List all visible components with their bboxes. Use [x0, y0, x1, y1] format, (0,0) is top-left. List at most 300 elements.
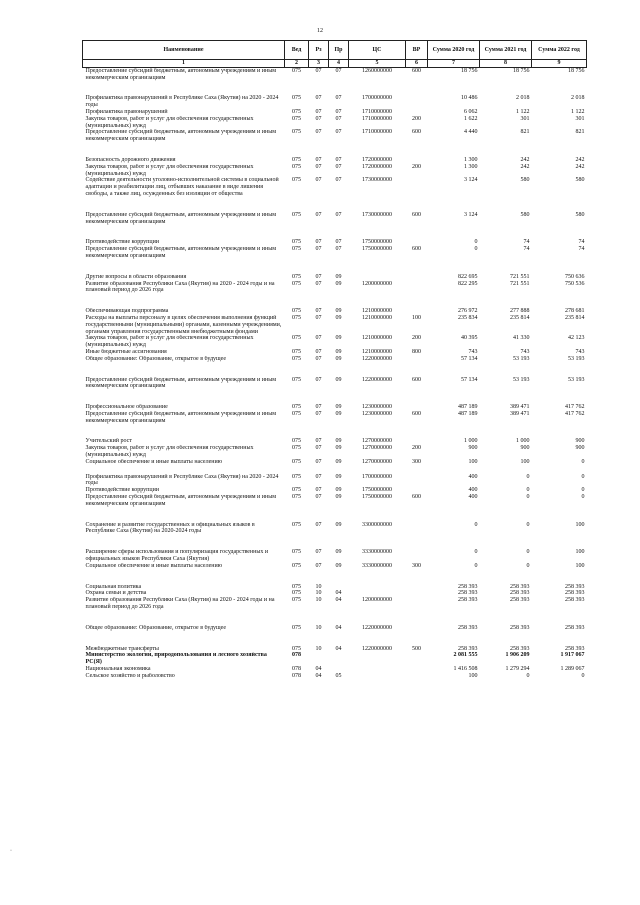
row-sum-2021: 74	[523, 239, 530, 246]
row-pr: 07	[335, 239, 342, 246]
row-pr: 09	[335, 487, 342, 494]
row-rz: 07	[315, 273, 322, 280]
row-sum-2022: 0	[581, 473, 585, 480]
row-pr	[329, 666, 349, 673]
row-sum-2022: 258 393	[565, 590, 585, 597]
header-cell: Сумма 2021 год	[480, 41, 532, 60]
spacer-cell	[83, 143, 587, 157]
row-cs	[349, 274, 406, 281]
row-sum-2022: 301	[575, 115, 585, 122]
row-rz: 07	[315, 487, 322, 494]
row-ved: 075	[292, 273, 301, 280]
row-rz: 07	[315, 410, 322, 417]
row-cs: 1730000000	[362, 177, 392, 184]
row-cs: 1200000000	[362, 280, 392, 287]
row-sum-2021: 74	[523, 246, 530, 253]
row-sum-2022: 53 193	[568, 355, 585, 362]
row-name: Профилактика правонарушений в Республике Саха (Якутия) на 2020 - 2024 годы	[85, 473, 279, 487]
row-vr	[406, 673, 428, 680]
row-name: Межбюджетные трансферты	[85, 645, 159, 652]
row-pr: 07	[335, 108, 342, 115]
row-ved: 075	[292, 624, 301, 631]
row-sum-2021: 301	[520, 115, 530, 122]
row-pr: 04	[335, 645, 342, 652]
row-sum-2022: 1 289 067	[560, 666, 585, 673]
row-sum-2021: 41 330	[513, 335, 530, 342]
spacer-row	[83, 632, 587, 646]
row-cs	[349, 666, 406, 673]
row-rz: 07	[315, 156, 322, 163]
row-sum-2020: 18 756	[461, 67, 478, 74]
row-sum-2021: 1 000	[516, 438, 530, 445]
row-ved: 075	[292, 562, 301, 569]
row-ved: 075	[292, 549, 301, 556]
row-vr: 200	[412, 115, 421, 122]
row-ved: 075	[292, 95, 301, 102]
row-rz: 07	[315, 95, 322, 102]
row-pr: 04	[335, 624, 342, 631]
spacer-row	[83, 466, 587, 474]
row-sum-2022: 750 536	[565, 280, 585, 287]
row-sum-2022: 258 393	[565, 583, 585, 590]
row-rz: 10	[315, 590, 322, 597]
row-vr	[406, 625, 428, 632]
row-cs: 1210000000	[362, 348, 392, 355]
table-row	[83, 377, 587, 391]
row-sum-2021: 242	[520, 163, 530, 170]
spacer-row	[83, 535, 587, 549]
row-rz: 07	[315, 129, 322, 136]
row-sum-2021: 242	[520, 156, 530, 163]
row-name: Развитие образования Республики Саха (Якутия) на 2020 - 2024 годы и на плановый период до 2026 года	[85, 597, 275, 611]
row-pr	[329, 584, 349, 591]
row-name: Национальная экономика	[85, 666, 151, 673]
table-row	[83, 95, 587, 109]
table-row	[83, 584, 587, 591]
row-ved: 075	[292, 239, 301, 246]
row-name: Содействие деятельности уголовно-исполнительной системы в социальной адаптации и реабилитации лиц, отбывших наказание в виде лишения свободы, а также лиц, осужденных без изоляции от общества	[85, 177, 279, 197]
column-number: 9	[532, 60, 587, 68]
row-rz: 07	[315, 355, 322, 362]
row-ved: 075	[292, 156, 301, 163]
table-row	[83, 563, 587, 570]
row-ved: 075	[292, 458, 301, 465]
table-row	[83, 212, 587, 226]
row-vr	[406, 95, 428, 109]
row-sum-2020: 258 393	[458, 645, 478, 652]
row-sum-2020: 276 972	[458, 308, 478, 315]
row-cs: 1750000000	[362, 494, 392, 501]
row-name: Закупка товаров, работ и услуг для обеспечения государственных (муниципальных) нужд	[85, 163, 254, 177]
row-vr: 600	[412, 67, 421, 74]
row-sum-2021: 0	[526, 562, 530, 569]
row-name: Предоставление субсидий бюджетным, автономным учреждениям и иным некоммерческим организациям	[85, 129, 277, 143]
column-number: 6	[406, 60, 428, 68]
row-sum-2022: 258 393	[565, 645, 585, 652]
row-name: Предоставление субсидий бюджетным, автономным учреждениям и иным некоммерческим организациям	[85, 494, 277, 507]
row-sum-2021: 258 393	[510, 583, 530, 590]
spacer-row	[83, 611, 587, 625]
row-vr: 100	[412, 314, 421, 321]
table-row	[83, 315, 587, 335]
row-rz: 07	[315, 473, 322, 480]
row-name: Закупка товаров, работ и услуг для обеспечения государственных (муниципальных) нужд	[85, 115, 254, 129]
row-rz: 07	[315, 521, 322, 528]
row-sum-2021: 1 906 209	[505, 652, 530, 659]
row-ved: 075	[292, 376, 301, 383]
row-name: Сохранение и развитие государственных и официальных языков в Республике Саха (Якутия) на 2020-2024 годы	[85, 521, 255, 535]
spacer-cell	[83, 225, 587, 239]
row-pr: 09	[335, 410, 342, 417]
row-vr	[406, 274, 428, 281]
row-vr	[406, 281, 428, 295]
row-ved: 075	[292, 348, 301, 355]
row-ved: 075	[292, 108, 301, 115]
table-row	[83, 335, 587, 349]
row-cs: 1200000000	[362, 597, 392, 604]
column-number: 7	[428, 60, 480, 68]
row-sum-2022: 1 122	[571, 108, 585, 115]
row-pr: 07	[335, 177, 342, 184]
row-vr	[406, 474, 428, 488]
row-sum-2020: 400	[468, 494, 478, 501]
row-sum-2020: 1 300	[464, 163, 478, 170]
row-sum-2022: 0	[581, 494, 585, 501]
row-pr: 09	[335, 355, 342, 362]
row-sum-2021: 100	[520, 458, 530, 465]
row-rz: 04	[315, 666, 322, 673]
table-row	[83, 157, 587, 164]
row-sum-2022: 53 193	[568, 376, 585, 383]
row-pr: 09	[335, 549, 342, 556]
header-cell: Вед	[285, 41, 309, 60]
row-cs: 1750000000	[362, 487, 392, 494]
table-row	[83, 549, 587, 563]
row-sum-2021: 389 471	[510, 404, 530, 411]
row-vr	[406, 308, 428, 315]
row-sum-2020: 822 295	[458, 280, 478, 287]
row-pr: 07	[335, 246, 342, 253]
row-sum-2022: 417 762	[565, 410, 585, 417]
spacer-cell	[83, 81, 587, 95]
row-name: Противодействие коррупции	[85, 487, 159, 494]
row-vr	[406, 239, 428, 246]
row-sum-2020: 235 834	[458, 314, 478, 321]
row-cs: 1710000000	[362, 129, 392, 136]
row-sum-2021: 1 279 294	[505, 666, 530, 673]
spacer-cell	[83, 611, 587, 625]
row-name: Охрана семьи и детства	[85, 590, 147, 597]
row-sum-2021: 580	[520, 211, 530, 218]
row-vr	[406, 522, 428, 536]
spacer-cell	[83, 632, 587, 646]
row-sum-2022: 0	[581, 672, 585, 679]
row-vr	[406, 597, 428, 611]
row-name: Профессиональное образование	[85, 404, 168, 411]
row-name: Социальная политика	[85, 583, 142, 590]
spacer-cell	[83, 570, 587, 584]
spacer-row	[83, 390, 587, 404]
row-ved: 075	[292, 308, 301, 315]
row-sum-2021: 743	[520, 348, 530, 355]
row-sum-2020: 1 000	[464, 438, 478, 445]
row-pr: 09	[335, 438, 342, 445]
row-sum-2020: 0	[474, 562, 478, 569]
spacer-row	[83, 198, 587, 212]
spacer-row	[83, 363, 587, 377]
row-sum-2022: 242	[575, 163, 585, 170]
row-sum-2020: 1 300	[464, 156, 478, 163]
row-sum-2022: 100	[575, 549, 585, 556]
row-ved: 078	[292, 652, 301, 659]
row-pr: 07	[335, 163, 342, 170]
row-ved: 075	[292, 280, 301, 287]
spacer-row	[83, 225, 587, 239]
row-sum-2022: 743	[575, 348, 585, 355]
table-row	[83, 625, 587, 632]
column-number: 4	[329, 60, 349, 68]
table-row	[83, 522, 587, 536]
row-cs: 1270000000	[362, 458, 392, 465]
spacer-row	[83, 81, 587, 95]
row-sum-2021: 0	[526, 473, 530, 480]
header-cell: Наименование	[83, 41, 285, 60]
header-row	[83, 41, 587, 60]
row-ved: 075	[292, 335, 301, 342]
header-cell: ВР	[406, 41, 428, 60]
row-sum-2020: 0	[474, 246, 478, 253]
row-sum-2022: 821	[575, 129, 585, 136]
row-pr: 09	[335, 273, 342, 280]
row-cs	[349, 673, 406, 680]
table-row	[83, 494, 587, 508]
row-ved: 075	[292, 67, 301, 74]
table-row	[83, 590, 587, 597]
spacer-cell	[83, 294, 587, 308]
row-name: Предоставление субсидий бюджетным, автономным учреждениям и иным некоммерческим организациям	[85, 376, 277, 390]
row-sum-2022: 258 393	[565, 624, 585, 631]
row-ved: 075	[292, 473, 301, 480]
row-sum-2022: 74	[578, 246, 585, 253]
row-cs: 3330000000	[362, 562, 392, 569]
row-sum-2020: 100	[468, 672, 478, 679]
row-pr	[329, 652, 349, 666]
row-ved: 075	[292, 645, 301, 652]
row-vr	[406, 549, 428, 563]
row-sum-2020: 1 416 508	[453, 666, 478, 673]
row-cs: 1220000000	[362, 624, 392, 631]
row-ved: 075	[292, 314, 301, 321]
row-name: Противодействие коррупции	[85, 239, 159, 246]
row-rz: 07	[315, 280, 322, 287]
row-name: Предоставление субсидий бюджетным, автономным учреждениям и иным некоммерческим организациям	[85, 211, 277, 225]
row-sum-2020: 0	[474, 549, 478, 556]
row-cs: 1700000000	[362, 473, 392, 480]
row-cs	[349, 590, 406, 597]
row-sum-2020: 57 134	[461, 355, 478, 362]
row-vr	[406, 666, 428, 673]
table-row	[83, 109, 587, 116]
row-sum-2020: 400	[468, 473, 478, 480]
row-cs: 1230000000	[362, 410, 392, 417]
row-vr: 600	[412, 376, 421, 383]
row-pr: 09	[335, 404, 342, 411]
row-rz: 07	[315, 458, 322, 465]
row-cs: 1220000000	[362, 645, 392, 652]
table-row	[83, 274, 587, 281]
row-cs: 3300000000	[362, 521, 392, 528]
row-sum-2020: 3 124	[464, 211, 478, 218]
row-sum-2020: 40 395	[461, 335, 478, 342]
row-rz: 10	[315, 624, 322, 631]
table-row	[83, 474, 587, 488]
row-sum-2021: 389 471	[510, 410, 530, 417]
row-cs: 1210000000	[362, 314, 392, 321]
row-rz: 07	[315, 108, 322, 115]
row-vr: 300	[412, 562, 421, 569]
row-sum-2021: 277 888	[510, 308, 530, 315]
row-vr: 300	[412, 458, 421, 465]
table-row	[83, 487, 587, 494]
row-sum-2022: 100	[575, 562, 585, 569]
row-sum-2022: 900	[575, 438, 585, 445]
budget-table	[82, 40, 587, 680]
column-number: 2	[285, 60, 309, 68]
row-rz: 07	[315, 494, 322, 501]
row-ved: 075	[292, 163, 301, 170]
row-ved: 075	[292, 445, 301, 452]
row-name: Безопасность дорожного движения	[85, 156, 176, 163]
column-number: 5	[349, 60, 406, 68]
row-cs: 1260000000	[362, 67, 392, 74]
spacer-cell	[83, 198, 587, 212]
row-name: Социальное обеспечение и иные выплаты населению	[85, 458, 223, 465]
row-pr: 09	[335, 521, 342, 528]
row-rz: 07	[315, 246, 322, 253]
table-row	[83, 459, 587, 466]
row-pr: 09	[335, 473, 342, 480]
row-sum-2020: 258 393	[458, 583, 478, 590]
row-pr: 04	[335, 597, 342, 604]
row-name: Министерство экологии, природопользования и лесного хозяйства РС(Я)	[85, 652, 267, 666]
row-vr	[406, 438, 428, 445]
row-sum-2020: 0	[474, 239, 478, 246]
spacer-cell	[83, 363, 587, 377]
row-pr: 09	[335, 280, 342, 287]
row-sum-2021: 235 814	[510, 314, 530, 321]
row-name: Общее образование: Образование, открытое в будущее	[85, 624, 226, 631]
row-cs: 1220000000	[362, 376, 392, 383]
column-number-row	[83, 60, 587, 68]
table-row	[83, 116, 587, 130]
row-sum-2020: 4 440	[464, 129, 478, 136]
row-cs: 1750000000	[362, 239, 392, 246]
row-pr: 07	[335, 115, 342, 122]
row-sum-2021: 1 122	[516, 108, 530, 115]
row-sum-2021: 53 193	[513, 376, 530, 383]
row-ved: 075	[292, 115, 301, 122]
row-ved: 075	[292, 487, 301, 494]
row-pr: 09	[335, 376, 342, 383]
table-row	[83, 646, 587, 653]
row-rz: 07	[315, 67, 322, 74]
row-cs: 1720000000	[362, 163, 392, 170]
table-row	[83, 652, 587, 666]
row-sum-2020: 900	[468, 445, 478, 452]
row-name: Профилактика правонарушений в Республике Саха (Якутия) на 2020 - 2024 годы	[85, 95, 279, 109]
row-sum-2022: 0	[581, 487, 585, 494]
row-cs: 1220000000	[362, 355, 392, 362]
row-ved: 075	[292, 355, 301, 362]
row-cs: 1710000000	[362, 115, 392, 122]
row-vr	[406, 404, 428, 411]
row-cs: 1750000000	[362, 246, 392, 253]
row-ved: 075	[292, 410, 301, 417]
row-ved: 075	[292, 494, 301, 501]
row-pr: 07	[335, 211, 342, 218]
row-ved: 075	[292, 404, 301, 411]
row-rz: 07	[315, 438, 322, 445]
table-row	[83, 129, 587, 143]
row-name: Предоставление субсидий бюджетным, автономным учреждениям и иным некоммерческим организациям	[85, 246, 277, 259]
spacer-cell	[83, 466, 587, 474]
row-ved: 075	[292, 590, 301, 597]
margin-mark: ·	[10, 848, 12, 854]
row-sum-2022: 0	[581, 458, 585, 465]
row-sum-2022: 74	[578, 239, 585, 246]
row-vr: 600	[412, 246, 421, 253]
column-number: 3	[309, 60, 329, 68]
row-ved: 075	[292, 246, 301, 253]
row-cs: 1210000000	[362, 335, 392, 342]
spacer-row	[83, 260, 587, 274]
row-name: Расходы на выплаты персоналу в целях обеспечения выполнения функций государственными (муниципальными) органами, казенными учреждениями, органами управления государственными внебюджетными фондами	[85, 314, 282, 335]
row-sum-2020: 743	[468, 348, 478, 355]
row-vr: 200	[412, 445, 421, 452]
table-row	[83, 281, 587, 295]
row-pr: 09	[335, 314, 342, 321]
row-vr	[406, 584, 428, 591]
row-vr: 600	[412, 129, 421, 136]
table-body	[83, 67, 587, 679]
row-pr: 09	[335, 335, 342, 342]
row-ved: 075	[292, 177, 301, 184]
spacer-row	[83, 508, 587, 522]
row-name: Другие вопросы в области образования	[85, 273, 187, 280]
spacer-row	[83, 424, 587, 438]
row-sum-2020: 258 393	[458, 597, 478, 604]
row-sum-2021: 0	[526, 494, 530, 501]
row-name: Профилактика правонарушений	[85, 108, 168, 115]
row-name: Социальное обеспечение и иные выплаты населению	[85, 562, 223, 569]
row-sum-2021: 258 393	[510, 597, 530, 604]
row-sum-2021: 18 756	[513, 67, 530, 74]
row-sum-2021: 258 393	[510, 624, 530, 631]
row-cs: 1270000000	[362, 438, 392, 445]
row-sum-2021: 258 393	[510, 590, 530, 597]
row-name: Развитие образования Республики Саха (Якутия) на 2020 - 2024 годы и на плановый период до 2026 года	[85, 280, 275, 294]
row-rz: 07	[315, 115, 322, 122]
row-sum-2021: 2 018	[516, 95, 530, 102]
row-sum-2021: 53 193	[513, 355, 530, 362]
row-ved: 075	[292, 583, 301, 590]
row-sum-2020: 822 695	[458, 273, 478, 280]
row-rz: 10	[315, 645, 322, 652]
row-ved: 075	[292, 211, 301, 218]
row-sum-2021: 258 393	[510, 645, 530, 652]
row-sum-2021: 0	[526, 487, 530, 494]
row-ved: 075	[292, 129, 301, 136]
